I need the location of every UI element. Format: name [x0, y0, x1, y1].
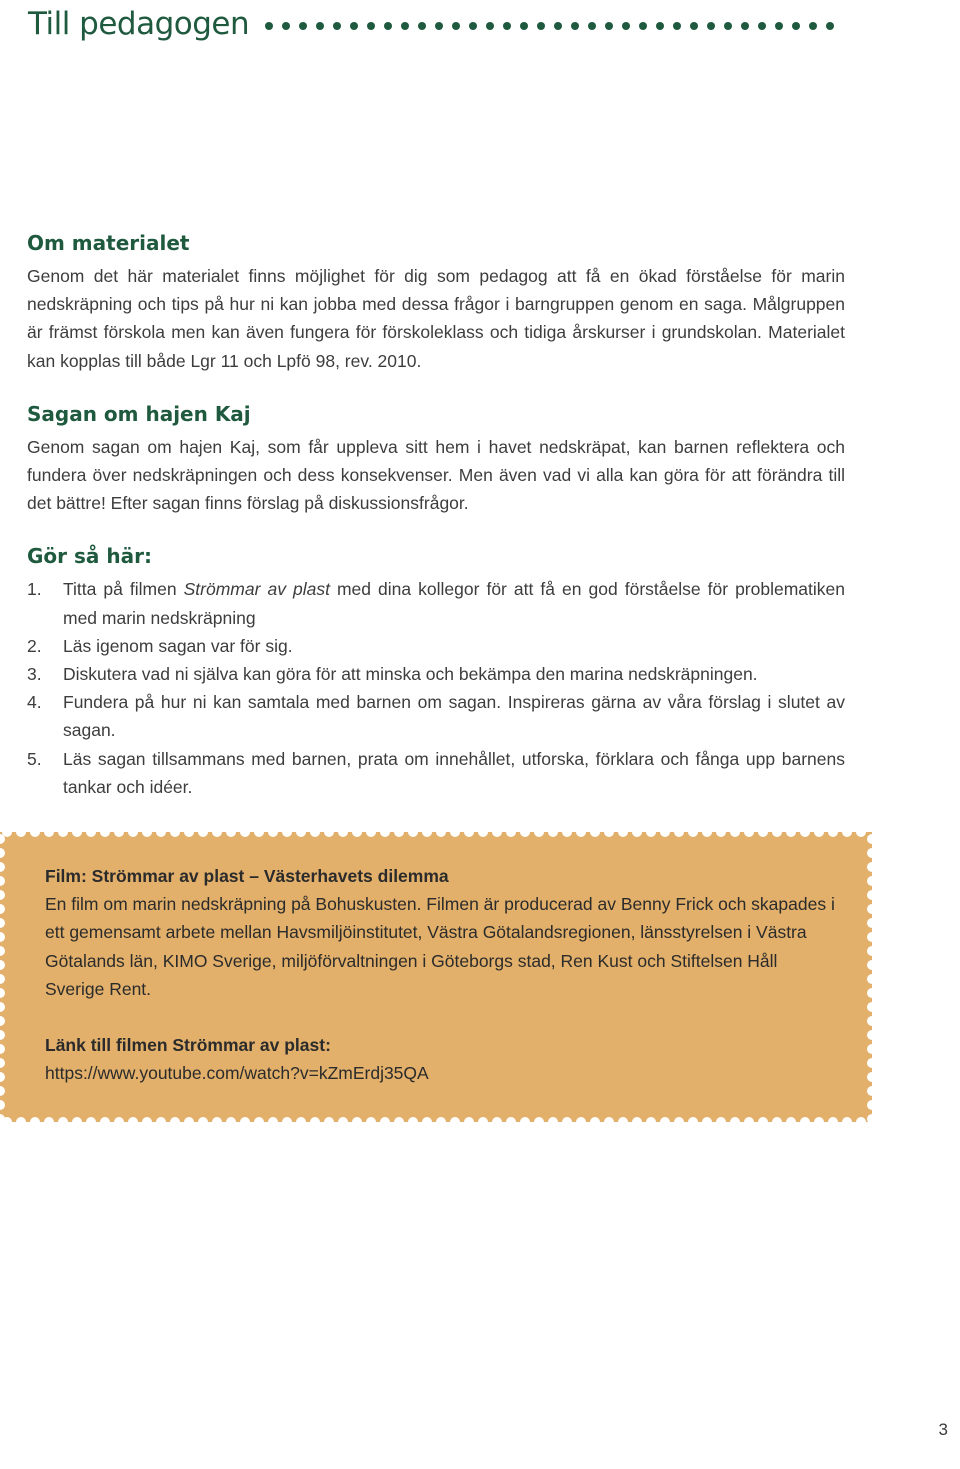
leader-dot — [656, 22, 664, 30]
paragraph-sagan: Genom sagan om hajen Kaj, som får uppleva sitt hem i havet nedskräpat, kan barnen reflektera och fundera över nedskräpningen och dess konsekvenser. Men även vad vi alla kan göra för att förändra till det bättre! Efter sagan finns förslag på diskussionsfrågor. — [27, 436, 845, 514]
step-number: 3. — [27, 664, 42, 685]
steps-list — [27, 575, 845, 801]
leader-dot — [758, 22, 766, 30]
title-dot-leader — [265, 18, 834, 30]
heading-sagan: Sagan om hajen Kaj — [27, 401, 251, 426]
film-title: Film: Strömmar av plast – Västerhavets dilemma — [45, 866, 449, 886]
film-info-box — [0, 832, 872, 1122]
leader-dot — [316, 22, 324, 30]
heading-om-materialet: Om materialet — [27, 231, 190, 255]
leader-dot — [452, 22, 460, 30]
heading-gor-sa-har: Gör så här: — [27, 544, 152, 569]
step-text: Läs igenom sagan var för sig. — [63, 635, 293, 656]
leader-dot — [537, 22, 545, 30]
leader-dot — [809, 22, 817, 30]
film-title-emphasis: Strömmar av plast — [183, 579, 330, 600]
leader-dot — [486, 22, 494, 30]
leader-dot — [333, 22, 341, 30]
leader-dot — [588, 22, 596, 30]
leader-dot — [469, 22, 477, 30]
leader-dot — [707, 22, 715, 30]
step-number: 5. — [27, 748, 42, 769]
leader-dot — [571, 22, 579, 30]
leader-dot — [367, 22, 375, 30]
leader-dot — [826, 22, 834, 30]
step-number: 1. — [27, 579, 42, 600]
film-link[interactable]: https://www.youtube.com/watch?v=kZmErdj35QA — [45, 1063, 429, 1084]
leader-dot — [554, 22, 562, 30]
leader-dot — [673, 22, 681, 30]
step-text: Titta på filmen Strömmar av plast med dina kollegor för att få en god förståelse för problematiken med marin nedskräpning — [63, 579, 846, 628]
step-number: 4. — [27, 692, 42, 713]
film-link-label: Länk till filmen Strömmar av plast: — [45, 1035, 331, 1056]
leader-dot — [282, 22, 290, 30]
list-item — [27, 745, 845, 801]
page-header — [28, 0, 858, 48]
leader-dot — [605, 22, 613, 30]
film-description: En film om marin nedskräpning på Bohuskusten. Filmen är producerad av Benny Frick och skapades i ett gemensamt arbete mellan Havsmiljöinstitutet, Västra Götalandsregionen, länsstyrelsen i Västra Götalands län, KIMO Sverige, miljöförvaltningen i Göteborgs stad, Ren Kust och Stiftelsen Håll Sverige Rent. — [45, 894, 835, 999]
page-number: 3 — [938, 1420, 948, 1439]
step-text: Fundera på hur ni kan samtala med barnen om sagan. Inspireras gärna av våra förslag i slutet av sagan. — [63, 692, 845, 741]
leader-dot — [639, 22, 647, 30]
leader-dot — [435, 22, 443, 30]
page-title: Till pedagogen — [28, 6, 250, 42]
main-content — [27, 228, 845, 801]
leader-dot — [792, 22, 800, 30]
leader-dot — [690, 22, 698, 30]
leader-dot — [350, 22, 358, 30]
leader-dot — [503, 22, 511, 30]
leader-dot — [724, 22, 732, 30]
film-info-content — [45, 862, 835, 1087]
list-item — [27, 575, 845, 631]
step-number: 2. — [27, 635, 42, 656]
paragraph-om-materialet: Genom det här materialet finns möjlighet för dig som pedagog att få en ökad förståelse för marin nedskräpning och tips på hur ni kan jobba med dessa frågor i barngruppen genom en saga. Målgruppen är främst förskola men kan även fungera för förskoleklass och tidiga årskurser i grundskolan. Materialet kan kopplas till både Lgr 11 och Lpfö 98, rev. 2010. — [27, 266, 845, 371]
leader-dot — [265, 22, 273, 30]
leader-dot — [418, 22, 426, 30]
step-text: Läs sagan tillsammans med barnen, prata om innehållet, utforska, förklara och fånga upp barnens tankar och idéer. — [63, 748, 845, 797]
leader-dot — [520, 22, 528, 30]
list-item — [27, 632, 845, 660]
leader-dot — [622, 22, 630, 30]
leader-dot — [299, 22, 307, 30]
list-item — [27, 660, 845, 688]
leader-dot — [741, 22, 749, 30]
step-text: Diskutera vad ni själva kan göra för att minska och bekämpa den marina nedskräpningen. — [63, 664, 758, 685]
list-item — [27, 688, 845, 744]
leader-dot — [384, 22, 392, 30]
leader-dot — [775, 22, 783, 30]
leader-dot — [401, 22, 409, 30]
